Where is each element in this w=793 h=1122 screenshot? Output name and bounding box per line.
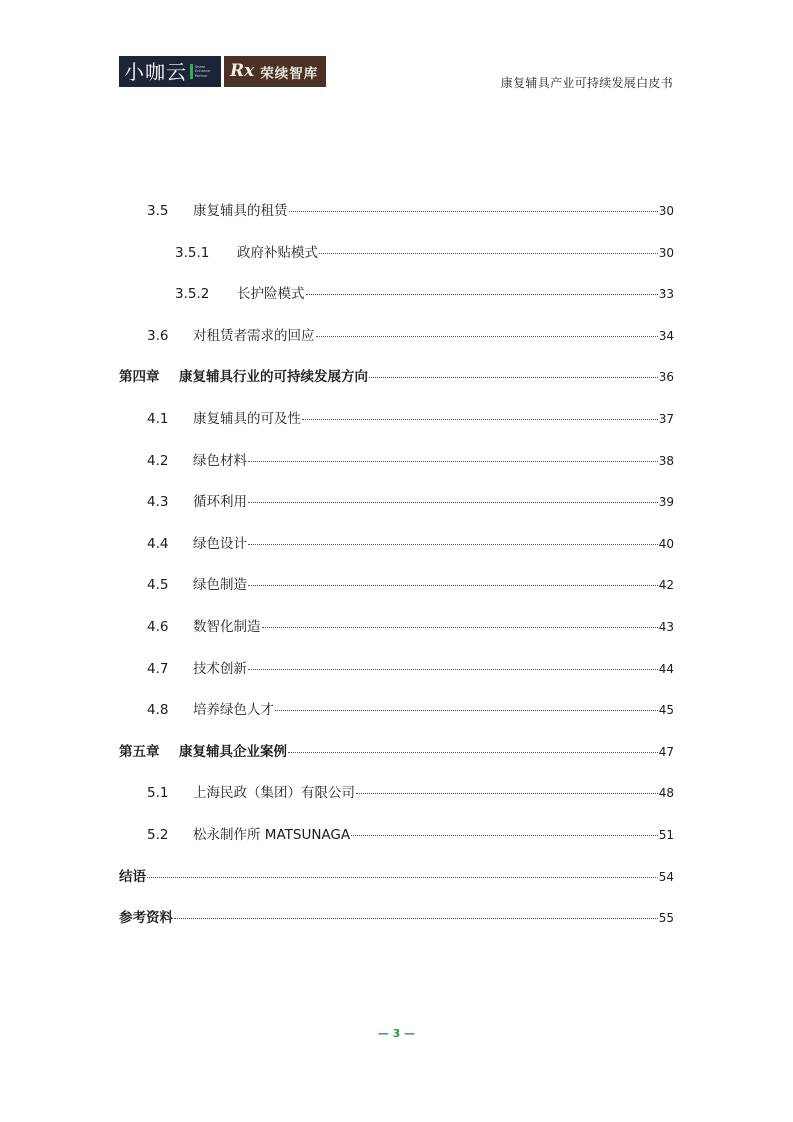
rongxu-think-tank-logo [224,56,326,87]
toc-leader-dots [369,377,658,378]
toc-entry-number: 4.4 [147,535,169,552]
toc-entry-title: 数智化制造 [193,618,261,635]
toc-entry[interactable] [119,615,674,657]
toc-entry-page: 55 [658,911,674,926]
toc-entry-page: 45 [658,703,674,718]
toc-entry-page: 54 [658,869,674,884]
toc-entry[interactable] [119,698,674,740]
toc-leader-dots [351,835,658,836]
toc-entry-number: 3.5.1 [175,244,210,261]
toc-leader-dots [289,211,658,212]
toc-leader-dots [302,419,658,420]
table-of-contents [119,199,674,948]
toc-entry-title: 技术创新 [193,660,247,677]
toc-entry-title: 绿色设计 [193,535,247,552]
toc-leader-dots [248,461,658,462]
toc-entry-title: 参考资料 [119,910,173,927]
toc-entry[interactable] [119,865,674,907]
toc-entry[interactable] [119,365,674,407]
toc-leader-dots [248,669,658,670]
toc-entry[interactable] [119,906,674,948]
toc-entry-number: 4.6 [147,618,169,635]
toc-entry[interactable] [119,324,674,366]
toc-entry-title: 绿色制造 [193,577,247,594]
tagline-line: Partner [195,73,208,78]
tagline-line: Share [195,64,206,69]
tagline-line: Enhance [195,69,211,74]
toc-leader-dots [262,627,658,628]
toc-entry[interactable] [119,781,674,823]
xiaokayun-logo [119,56,221,87]
toc-entry-page: 44 [658,661,674,676]
toc-leader-dots [319,253,658,254]
toc-entry-number: 4.8 [147,702,169,719]
toc-entry-title: 上海民政（集团）有限公司 [193,785,355,802]
toc-leader-dots [356,793,658,794]
toc-entry[interactable] [119,449,674,491]
toc-leader-dots [306,294,658,295]
toc-entry-title: 循环利用 [193,494,247,511]
toc-entry-title: 康复辅具的可及性 [193,410,301,427]
toc-entry-page: 30 [658,245,674,260]
toc-entry-page: 40 [658,536,674,551]
toc-entry[interactable] [119,573,674,615]
toc-entry-title: 松永制作所 MATSUNAGA [193,826,351,843]
toc-entry-page: 51 [658,827,674,842]
toc-entry[interactable] [119,199,674,241]
toc-entry-page: 36 [658,370,674,385]
toc-entry-page: 43 [658,619,674,634]
logo-left-text: 小咖云 [124,59,187,84]
toc-entry-number: 4.2 [147,452,169,469]
toc-entry-page: 33 [658,287,674,302]
toc-leader-dots [248,585,658,586]
toc-entry-page: 38 [658,453,674,468]
toc-entry[interactable] [119,740,674,782]
logo-left-tagline [195,65,210,79]
toc-entry-title: 对租赁者需求的回应 [193,327,315,344]
toc-entry-number: 3.6 [147,327,169,344]
toc-entry-page: 34 [658,328,674,343]
toc-entry-title: 绿色材料 [193,452,247,469]
toc-entry-number: 4.1 [147,410,169,427]
toc-entry-page: 47 [658,744,674,759]
toc-leader-dots [316,336,658,337]
toc-entry-title: 培养绿色人才 [193,702,274,719]
toc-entry-number: 第四章 [119,369,160,386]
logo-right-text: 荣续智库 [260,65,319,82]
toc-entry-number: 4.7 [147,660,169,677]
toc-entry-page: 42 [658,578,674,593]
toc-entry[interactable] [119,490,674,532]
toc-entry-page: 30 [658,204,674,218]
toc-leader-dots [248,502,658,503]
toc-entry-title: 康复辅具企业案例 [179,743,287,760]
toc-entry-page: 48 [658,786,674,801]
toc-leader-dots [248,544,658,545]
toc-entry[interactable] [119,657,674,699]
toc-leader-dots [275,710,658,711]
toc-entry-title: 康复辅具行业的可持续发展方向 [179,369,368,386]
toc-entry-title: 政府补贴模式 [237,244,318,261]
toc-entry-number: 3.5 [147,203,169,219]
document-title: 康复辅具产业可持续发展白皮书 [500,76,673,90]
page-number: — 3 — [377,1027,416,1040]
rx-icon: Rx [230,61,255,81]
toc-entry-number: 3.5.2 [175,286,210,303]
toc-entry[interactable] [119,241,674,283]
toc-entry-number: 4.5 [147,577,169,594]
toc-entry-number: 5.2 [147,826,169,843]
toc-leader-dots [147,877,658,878]
toc-entry-number: 5.1 [147,785,169,802]
toc-entry-page: 39 [658,495,674,510]
toc-entry-number: 4.3 [147,494,169,511]
toc-entry-title: 长护险模式 [237,286,305,303]
toc-entry[interactable] [119,282,674,324]
toc-entry-title: 结语 [119,868,146,885]
toc-leader-dots [288,752,658,753]
toc-entry[interactable] [119,407,674,449]
logo-left-accent-bar [190,64,193,79]
toc-entry-number: 第五章 [119,743,160,760]
toc-entry-page: 37 [658,411,674,426]
toc-entry[interactable] [119,532,674,574]
toc-entry[interactable] [119,823,674,865]
toc-entry-title: 康复辅具的租赁 [193,203,288,219]
toc-leader-dots [174,918,658,919]
